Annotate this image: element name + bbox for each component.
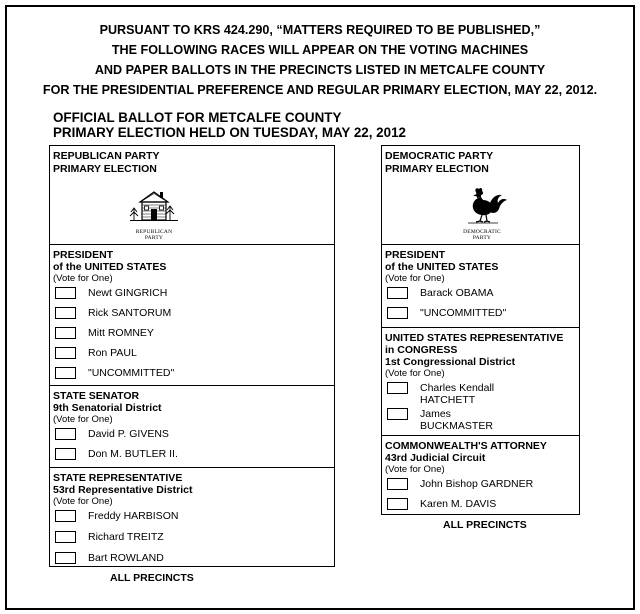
vote-checkbox[interactable]	[387, 307, 408, 319]
vote-checkbox[interactable]	[55, 448, 76, 460]
republican-election-name: PRIMARY ELECTION	[53, 163, 157, 175]
republican-emblem-caption-2: PARTY	[144, 235, 164, 241]
democratic-election-name: PRIMARY ELECTION	[385, 163, 489, 175]
race-us-representative	[382, 328, 579, 436]
vote-checkbox[interactable]	[55, 367, 76, 379]
republican-party-name: REPUBLICAN PARTY	[53, 150, 160, 162]
candidate-name: Newt GINGRICH	[88, 287, 168, 299]
race-president-democratic	[382, 245, 579, 328]
candidate-row	[382, 304, 579, 324]
democratic-emblem-caption-2: PARTY	[472, 235, 492, 241]
democratic-all-precincts: ALL PRECINCTS	[443, 519, 527, 531]
candidate-row	[382, 284, 579, 304]
candidate-name	[420, 408, 560, 432]
democratic-ballot-column	[381, 145, 580, 515]
candidate-first-name: Charles Kendall	[420, 382, 495, 394]
candidate-last-name: BUCKMASTER	[420, 420, 493, 432]
candidate-row	[382, 379, 579, 405]
vote-checkbox[interactable]	[55, 510, 76, 522]
race-subtitle: 43rd Judicial Circuit	[385, 452, 486, 464]
log-cabin-icon	[126, 188, 182, 224]
candidate-name: John Bishop GARDNER	[420, 478, 534, 490]
race-commonwealths-attorney	[382, 436, 579, 515]
candidate-first-name: James	[420, 408, 451, 420]
candidate-row	[382, 475, 579, 495]
candidate-name: "UNCOMMITTED"	[88, 367, 175, 379]
candidate-name: Ron PAUL	[88, 347, 137, 359]
candidate-name: Mitt ROMNEY	[88, 327, 154, 339]
race-title: STATE REPRESENTATIVE	[53, 472, 183, 484]
vote-checkbox[interactable]	[55, 531, 76, 543]
race-state-representative	[50, 468, 334, 567]
democratic-emblem	[456, 186, 508, 241]
race-title: COMMONWEALTH'S ATTORNEY	[385, 440, 547, 452]
vote-checkbox[interactable]	[55, 428, 76, 440]
candidate-name: Don M. BUTLER II.	[88, 448, 178, 460]
notice-line-2: THE FOLLOWING RACES WILL APPEAR ON THE VOTING MACHINES	[111, 43, 529, 57]
legal-notice	[8, 20, 632, 100]
vote-for-instruction: (Vote for One)	[385, 368, 445, 379]
candidate-row	[50, 344, 334, 364]
vote-checkbox[interactable]	[55, 552, 76, 564]
candidate-row	[50, 528, 334, 549]
vote-checkbox[interactable]	[55, 287, 76, 299]
candidate-row	[50, 364, 334, 384]
race-title: UNITED STATES REPRESENTATIVE	[385, 332, 564, 344]
candidate-name: Barack OBAMA	[420, 287, 494, 299]
candidate-name: Rick SANTORUM	[88, 307, 172, 319]
candidate-row	[50, 549, 334, 570]
notice-line-4: FOR THE PRESIDENTIAL PREFERENCE AND REGULAR PRIMARY ELECTION, MAY 22, 2012.	[42, 83, 598, 97]
rooster-icon	[456, 186, 508, 224]
vote-checkbox[interactable]	[387, 408, 408, 420]
vote-checkbox[interactable]	[387, 382, 408, 394]
republican-ballot-column	[49, 145, 335, 567]
republican-emblem-caption-1: REPUBLICAN	[135, 229, 173, 235]
republican-emblem	[126, 188, 182, 241]
vote-checkbox[interactable]	[387, 478, 408, 490]
candidate-name: "UNCOMMITTED"	[420, 307, 507, 319]
candidate-row	[50, 324, 334, 344]
race-president-republican	[50, 245, 334, 386]
candidate-name: Karen M. DAVIS	[420, 498, 497, 510]
race-subtitle: 9th Senatorial District	[53, 402, 162, 414]
race-title: PRESIDENT	[385, 249, 446, 261]
vote-checkbox[interactable]	[55, 347, 76, 359]
candidate-name: Richard TREITZ	[88, 531, 164, 543]
notice-line-1: PURSUANT TO KRS 424.290, “MATTERS REQUIRED TO BE PUBLISHED,”	[99, 23, 541, 37]
race-state-senator	[50, 386, 334, 468]
race-title: PRESIDENT	[53, 249, 114, 261]
candidate-name: David P. GIVENS	[88, 428, 169, 440]
candidate-row	[50, 304, 334, 324]
democratic-emblem-caption-1: DEMOCRATIC	[463, 229, 501, 235]
race-title: STATE SENATOR	[53, 390, 140, 402]
race-title-line-2: in CONGRESS	[385, 344, 458, 356]
candidate-row	[50, 284, 334, 304]
republican-all-precincts: ALL PRECINCTS	[110, 572, 194, 584]
democratic-party-name: DEMOCRATIC PARTY	[385, 150, 494, 162]
candidate-row	[50, 507, 334, 528]
vote-checkbox[interactable]	[55, 307, 76, 319]
candidate-name	[420, 382, 560, 406]
candidate-row	[50, 445, 334, 465]
republican-party-header	[50, 146, 334, 245]
vote-for-instruction: (Vote for One)	[385, 273, 445, 284]
candidate-row	[382, 495, 579, 515]
candidate-row	[50, 425, 334, 445]
race-subtitle: of the UNITED STATES	[385, 261, 499, 273]
candidate-last-name: HATCHETT	[420, 394, 476, 406]
vote-checkbox[interactable]	[387, 287, 408, 299]
race-subtitle: 1st Congressional District	[385, 356, 516, 368]
vote-checkbox[interactable]	[387, 498, 408, 510]
vote-for-instruction: (Vote for One)	[53, 496, 113, 507]
vote-for-instruction: (Vote for One)	[385, 464, 445, 475]
race-subtitle: 53rd Representative District	[53, 484, 193, 496]
vote-for-instruction: (Vote for One)	[53, 273, 113, 284]
ballot-title-line-1: OFFICIAL BALLOT FOR METCALFE COUNTY	[53, 110, 342, 125]
candidate-row	[382, 405, 579, 431]
candidate-name: Freddy HARBISON	[88, 510, 179, 522]
race-subtitle: of the UNITED STATES	[53, 261, 167, 273]
vote-for-instruction: (Vote for One)	[53, 414, 113, 425]
notice-line-3: AND PAPER BALLOTS IN THE PRECINCTS LISTED IN METCALFE COUNTY	[94, 63, 546, 77]
vote-checkbox[interactable]	[55, 327, 76, 339]
ballot-title	[53, 110, 406, 140]
candidate-name: Bart ROWLAND	[88, 552, 164, 564]
ballot-title-line-2: PRIMARY ELECTION HELD ON TUESDAY, MAY 22, 2012	[53, 125, 406, 140]
democratic-party-header	[382, 146, 579, 245]
